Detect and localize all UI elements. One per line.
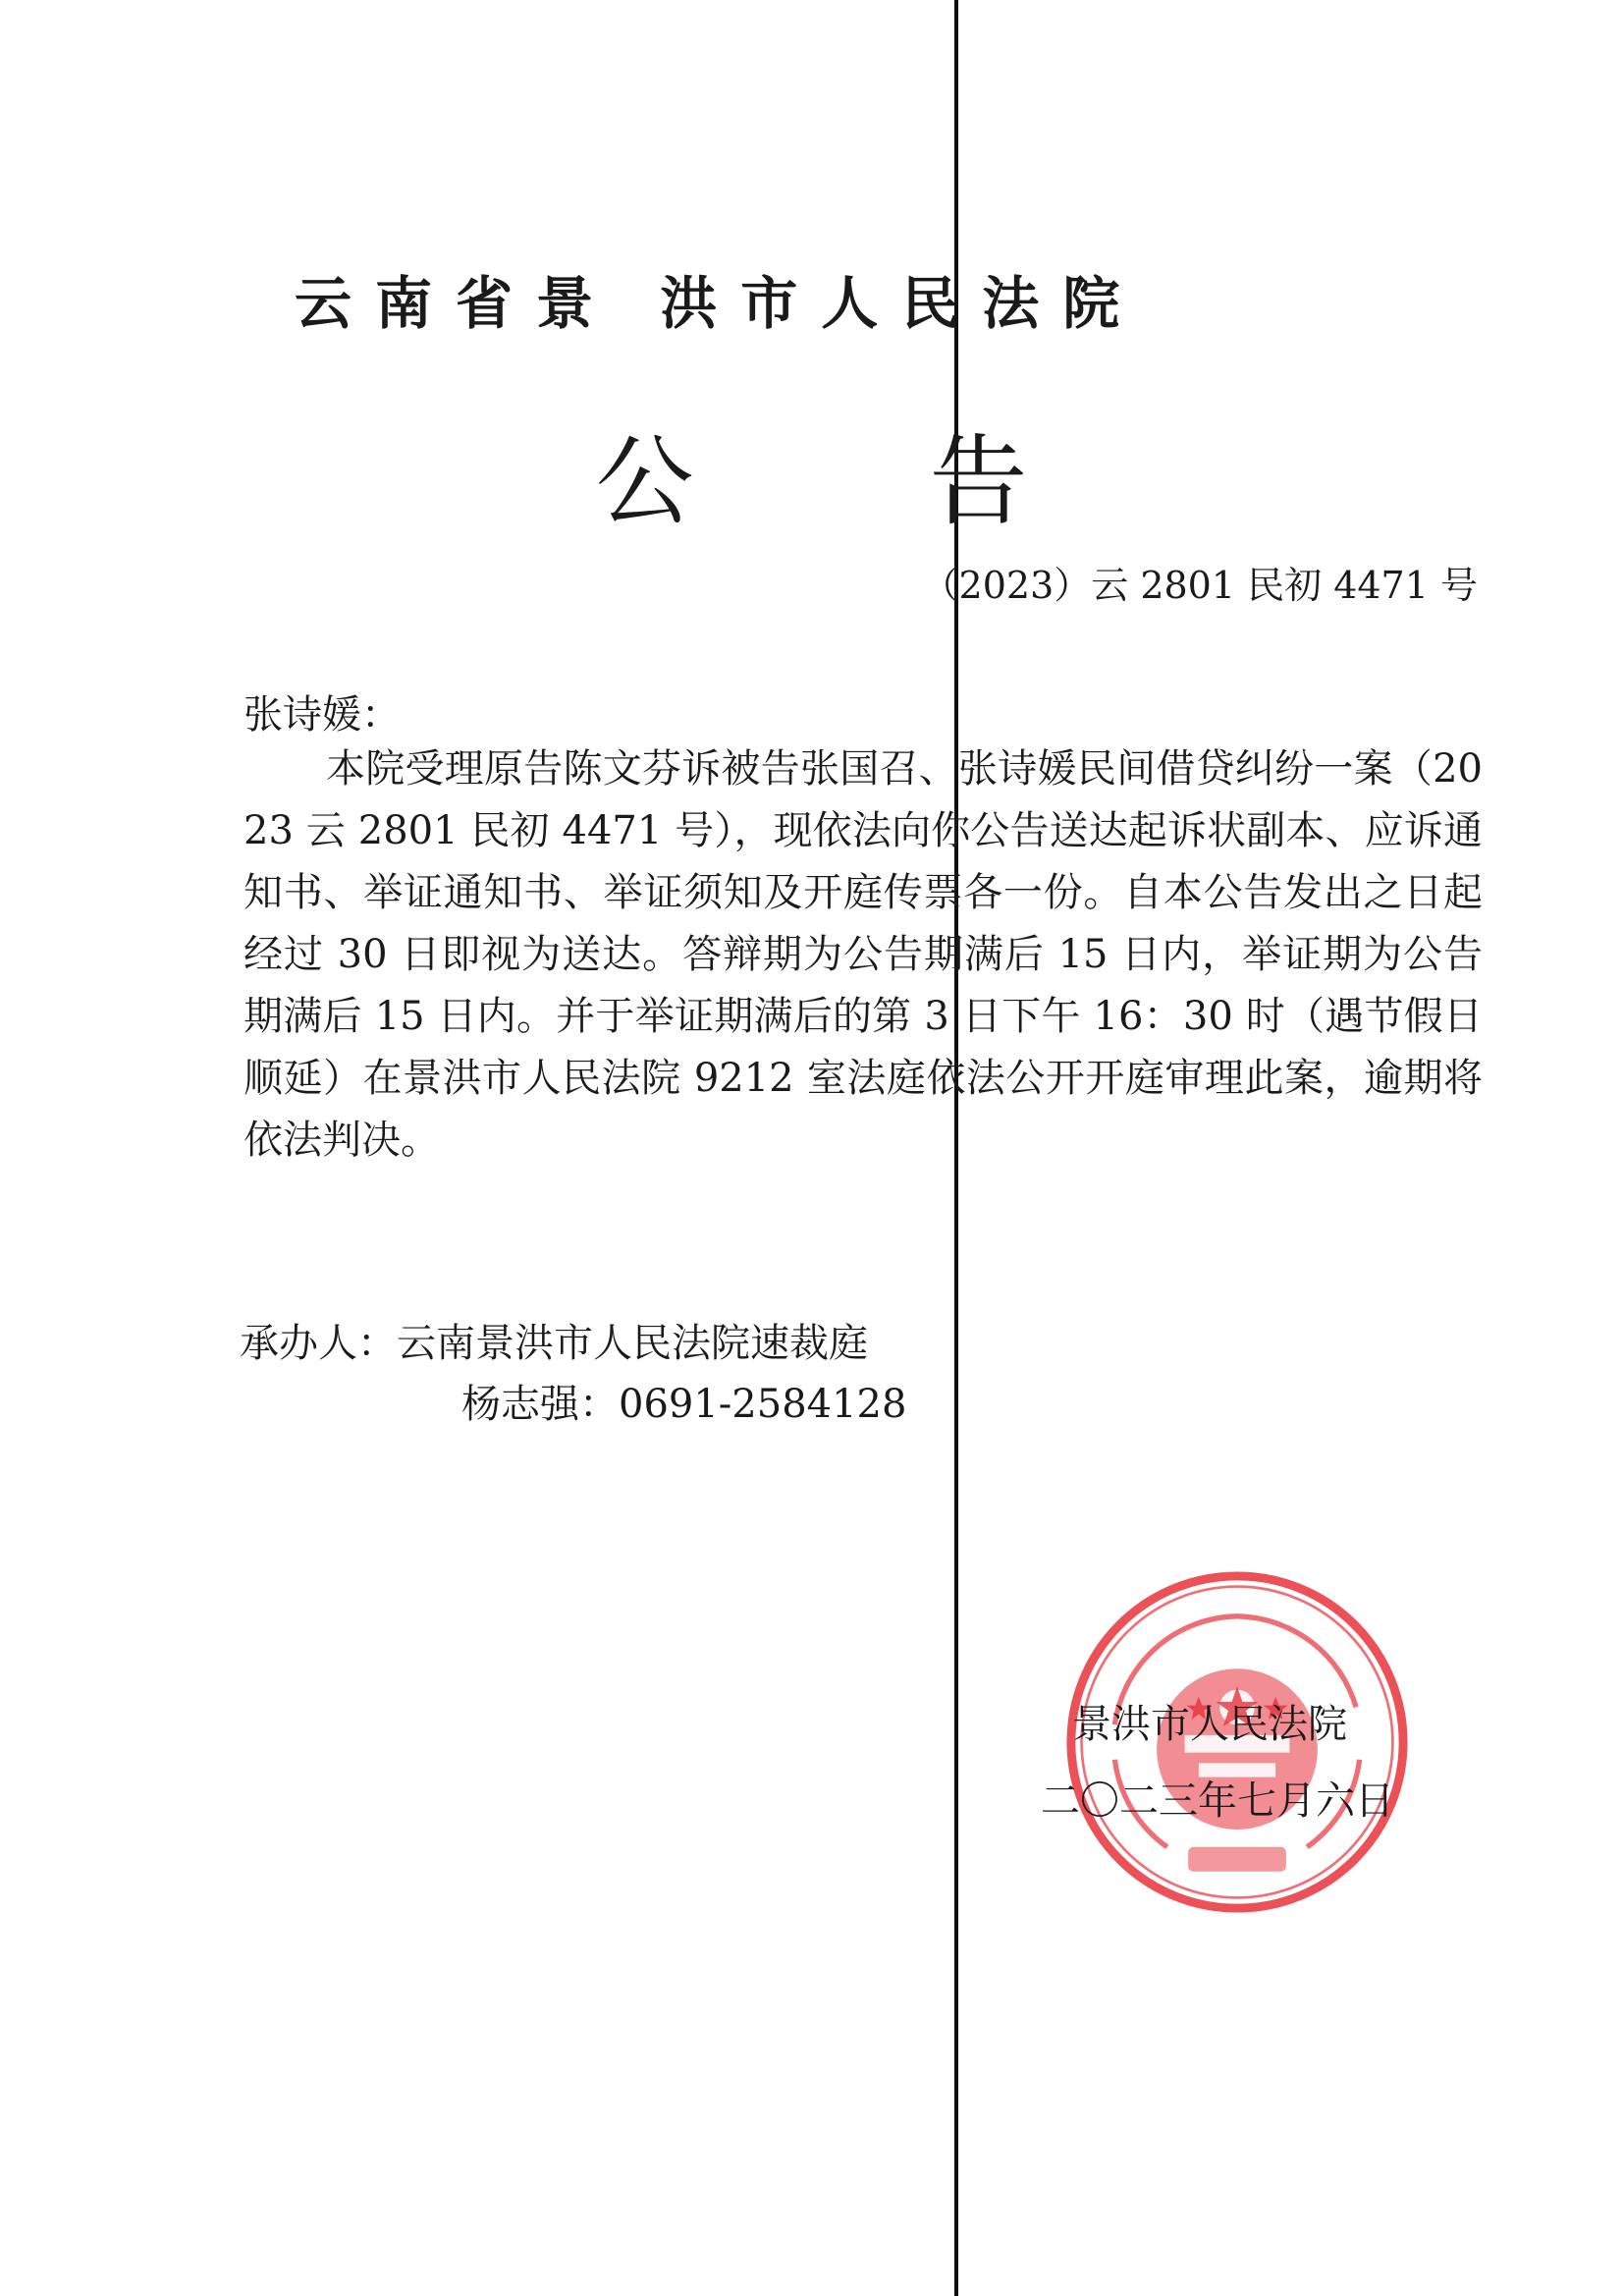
court-title: 云南省景 洪市人民法院 (295, 270, 1144, 337)
document-type-title: 公告 (595, 424, 1264, 539)
contact-line: 杨志强：0691-2584128 (461, 1382, 907, 1427)
handler-line: 承办人：云南景洪市人民法院速裁庭 (240, 1321, 868, 1366)
case-number: （2023）云 2801 民初 4471 号 (921, 564, 1478, 607)
addressee: 张诗媛： (243, 692, 401, 738)
notice-body: 本院受理原告陈文芬诉被告张国召、张诗媛民间借贷纠纷一案（2023 云 2801 民初 4471 号），现依法向你公告送达起诉状副本、应诉通知书、举证通知书、举证须知及开庭传票各一份。自本公告发出之日起经过 30 日即视为送达。答辩期为公告期满后 15 日内，举证期为公告期满后 15 日内。并于举证期满后的第 3 日下午 16：30 时（遇节假日顺延）在景洪市人民法院 9212 室法庭依法公开开庭审理此案，逾期将依法判决。 (243, 746, 1483, 1163)
signature-date: 二〇二三年七月六日 (1041, 1778, 1394, 1824)
signature-court: 景洪市人民法院 (1072, 1702, 1347, 1747)
